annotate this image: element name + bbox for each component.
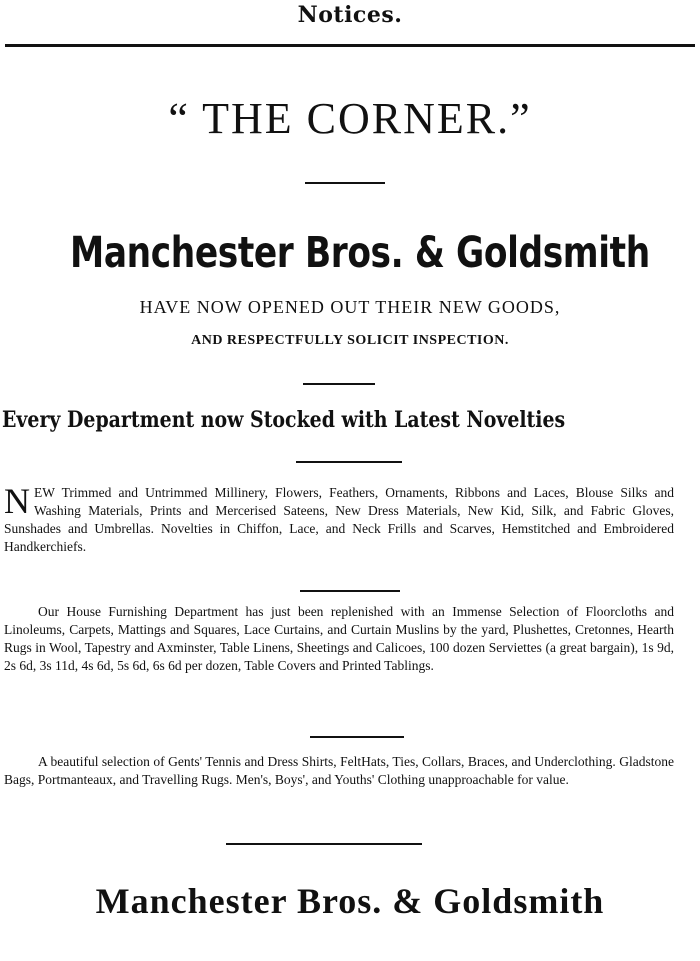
section-header-rule <box>5 44 695 47</box>
divider <box>296 461 402 463</box>
tagline-opened: HAVE NOW OPENED OUT THEIR NEW GOODS, <box>139 297 561 317</box>
millinery-paragraph <box>4 481 674 556</box>
divider <box>305 182 385 184</box>
footer-company-name: Manchester Bros. & Goldsmith <box>95 881 605 921</box>
millinery-paragraph-text: EW Trimmed and Untrimmed Millinery, Flowers, Feathers, Ornaments, Ribbons and Laces, Blouse Silks and Washing Materials, Prints and Mercerised Sateens, New Dress Materials, New Kid, Silk, and Fabric Gloves, Sunshades and Umbrellas. Novelties in Chiffon, Lace, and Neck Frills and Scarves, Hemstitched and Embroidered Handkerchiefs. <box>4 485 674 554</box>
section-title: Notices. <box>297 2 403 28</box>
divider <box>303 383 375 385</box>
furnishing-paragraph: Our House Furnishing Department has just been replenished with an Immense Selection of Floorcloths and Linoleums, Carpets, Mattings and Squares, Lace Curtains, and Curtain Muslins by the yard, Plushettes, Cretonnes, Hearth Rugs in Wool, Tapestry and Axminster, Table Linens, Sheetings and Calicoes, 100 dozen Serviettes (a great bargain), 1s 9d, 2s 6d, 3s 11d, 4s 6d, 5s 6d, 6s 6d per dozen, Table Covers and Printed Tablings. <box>4 604 674 673</box>
department-heading: Every Department now Stocked with Latest Novelties <box>2 407 566 433</box>
gents-paragraph: A beautiful selection of Gents' Tennis and Dress Shirts, FeltHats, Ties, Collars, Braces, and Underclothing. Gladstone Bags, Portmanteaux, and Travelling Rugs. Men's, Boys', and Youths' Clothing unapproachable for value. <box>4 754 674 787</box>
drop-cap: N <box>4 481 30 521</box>
company-headline: Manchester Bros. & Goldsmith <box>70 228 650 278</box>
tagline-inspection: AND RESPECTFULLY SOLICIT INSPECTION. <box>191 333 509 348</box>
advert-title: “ THE CORNER.” <box>168 94 532 143</box>
divider <box>300 590 400 592</box>
divider <box>226 843 422 845</box>
divider <box>310 736 404 738</box>
